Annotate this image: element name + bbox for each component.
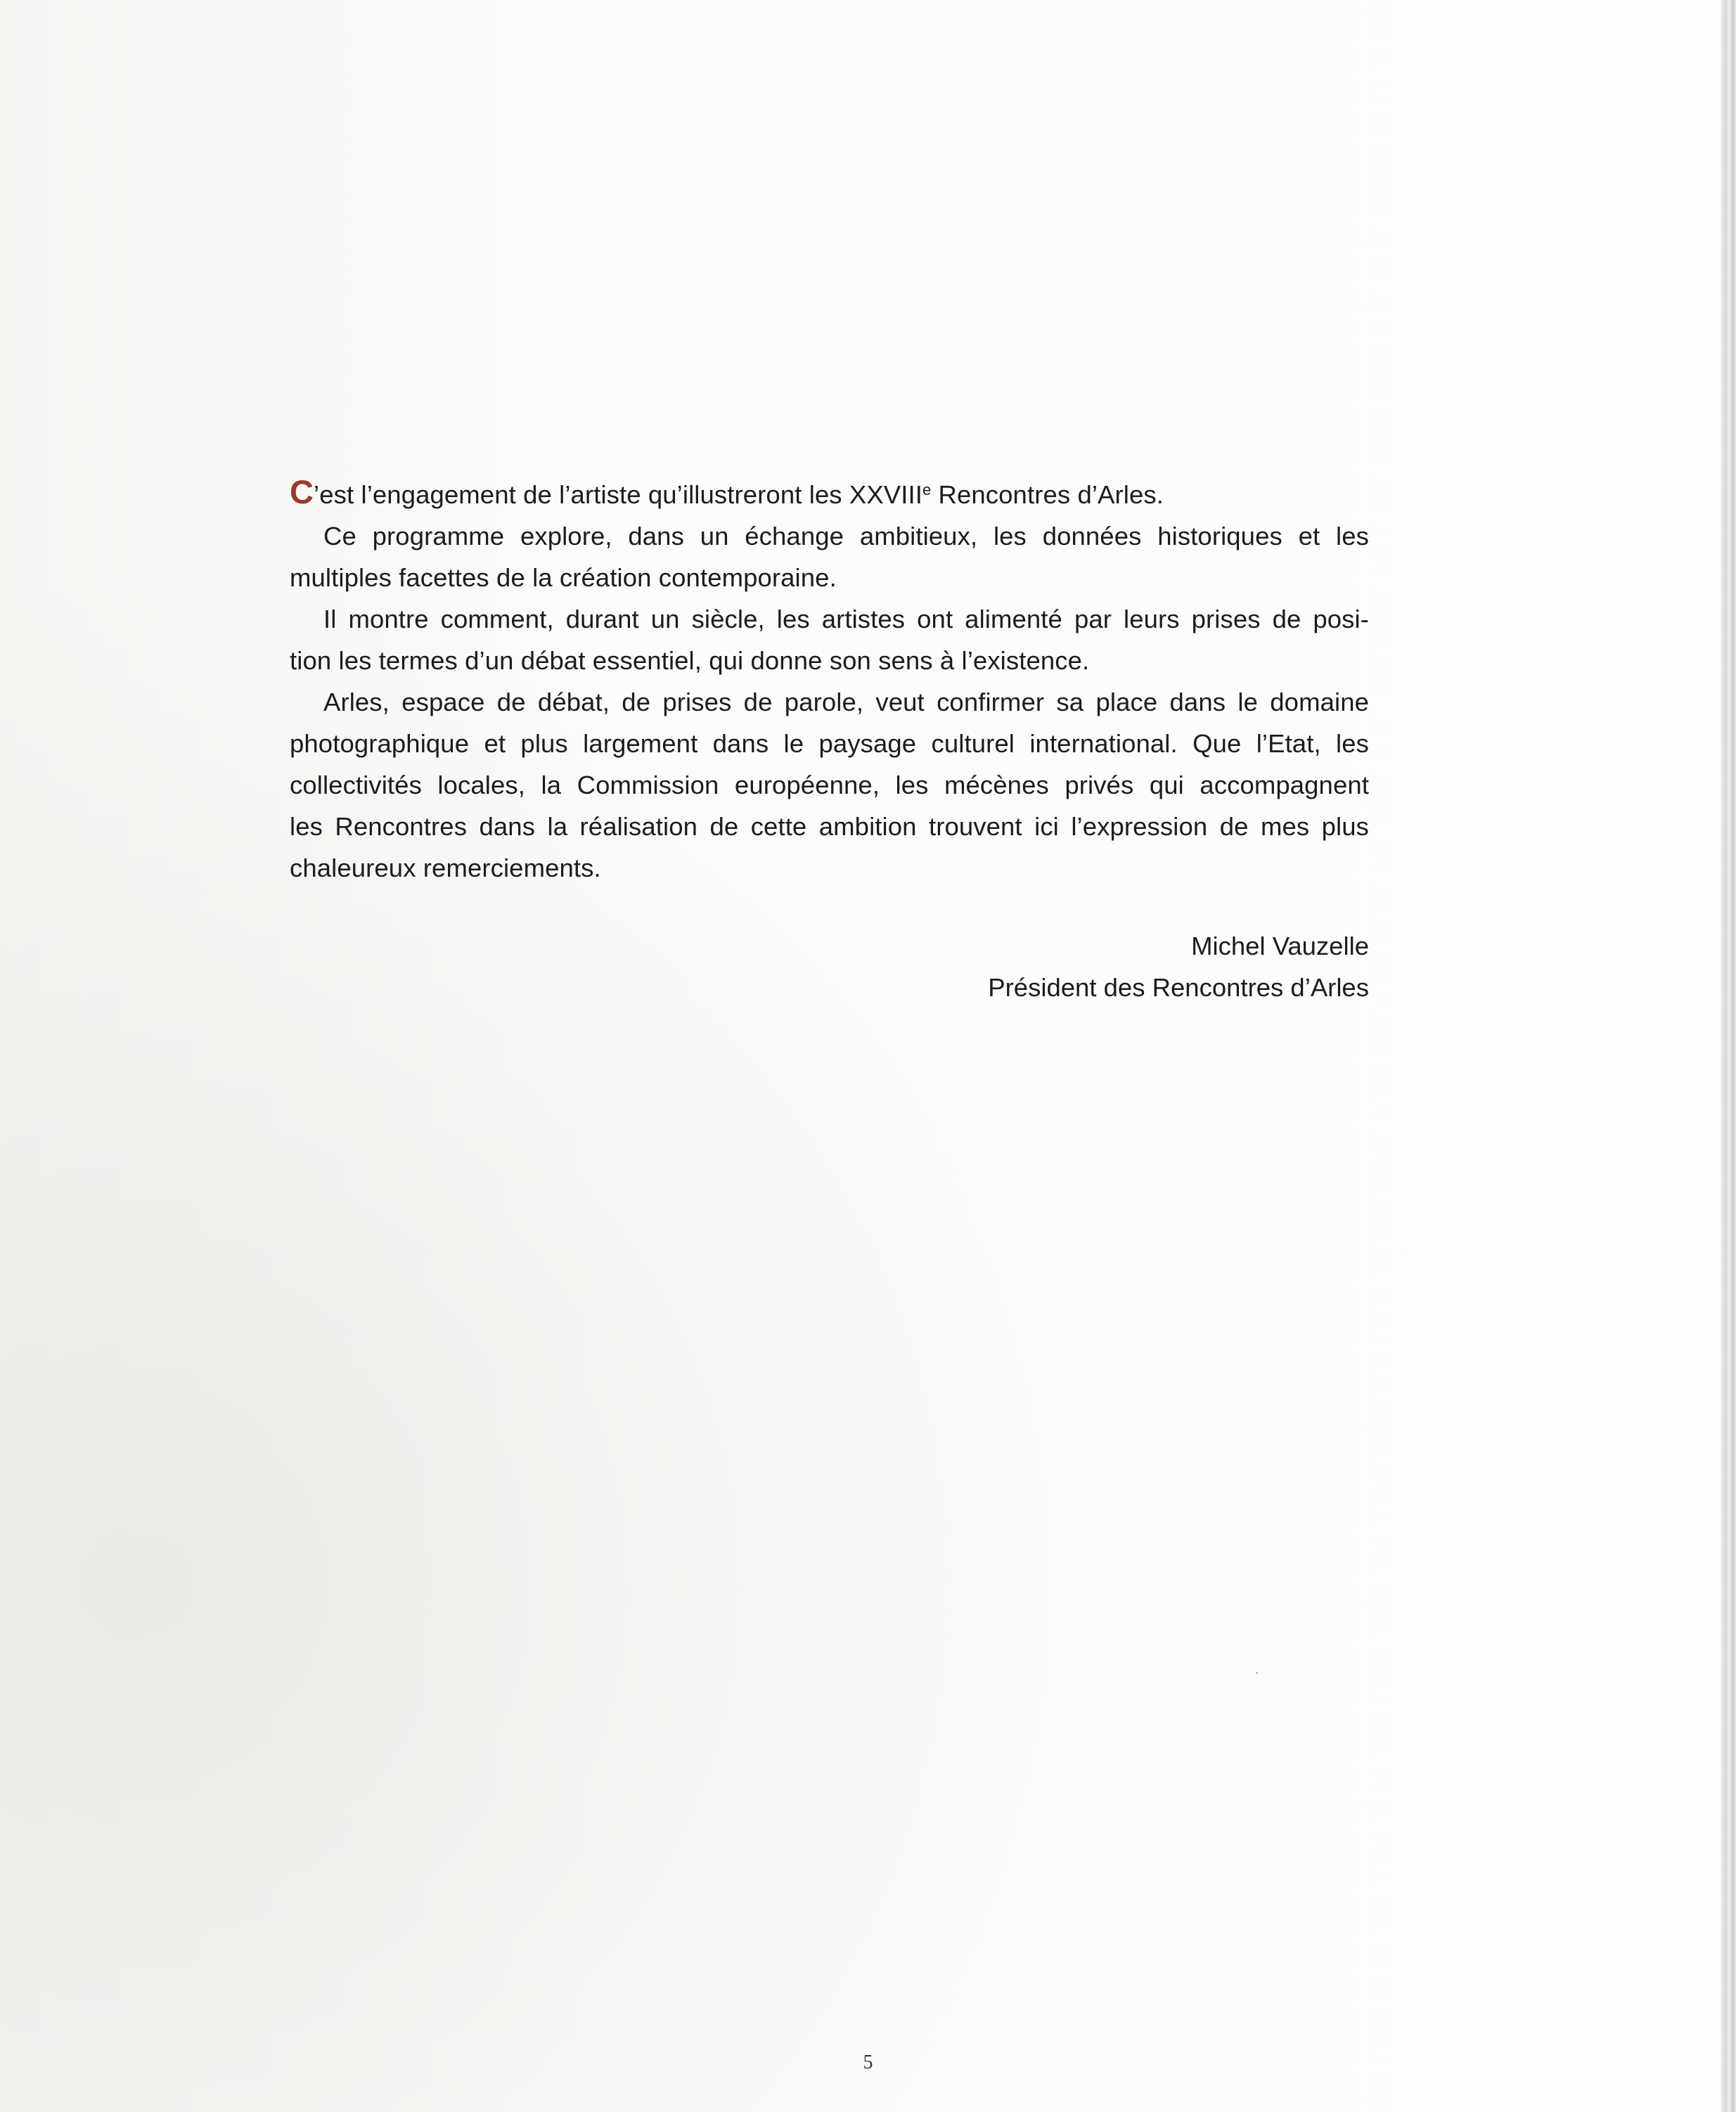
letter-body (290, 471, 1369, 889)
letter-line-8: collectivités locales, la Commission européenne, les mécènes privés qui accompagnent (290, 771, 1369, 799)
letter-line-1-end: Rencontres d’Arles. (931, 480, 1164, 509)
letter-line-7: photographique et plus largement dans le paysage culturel international. Que l’Etat, les (290, 729, 1369, 758)
letter-line-4: Il montre comment, durant un siècle, les artistes ont alimenté par leurs prises de posi- (323, 605, 1369, 633)
signature-block (988, 925, 1369, 1008)
drop-cap: C (290, 473, 314, 510)
signature-title: Président des Rencontres d’Arles (988, 973, 1369, 1002)
letter-line-5: tion les termes d’un débat essentiel, qui donne son sens à l’existence. (290, 646, 1090, 675)
page-number: 5 (863, 2052, 873, 2073)
letter-line-1 (290, 471, 1369, 515)
letter-line-9: les Rencontres dans la réalisation de cette ambition trouvent ici l’expression de mes plus (290, 812, 1369, 841)
letter-line-1-text: ’est l’engagement de l’artiste qu’illustreront les XXVIII (314, 480, 922, 509)
signature-name: Michel Vauzelle (1191, 932, 1369, 960)
letter-line-6: Arles, espace de débat, de prises de parole, veut confirmer sa place dans le domaine (323, 688, 1369, 716)
letter-line-3: multiples facettes de la création contemporaine. (290, 563, 837, 592)
letter-line-10: chaleureux remerciements. (290, 854, 601, 882)
ordinal-superscript: e (922, 481, 932, 498)
letter-line-2: Ce programme explore, dans un échange ambitieux, les données historiques et les (323, 522, 1369, 550)
page-edge (1721, 0, 1736, 2112)
paper-speck (1256, 1672, 1258, 1674)
